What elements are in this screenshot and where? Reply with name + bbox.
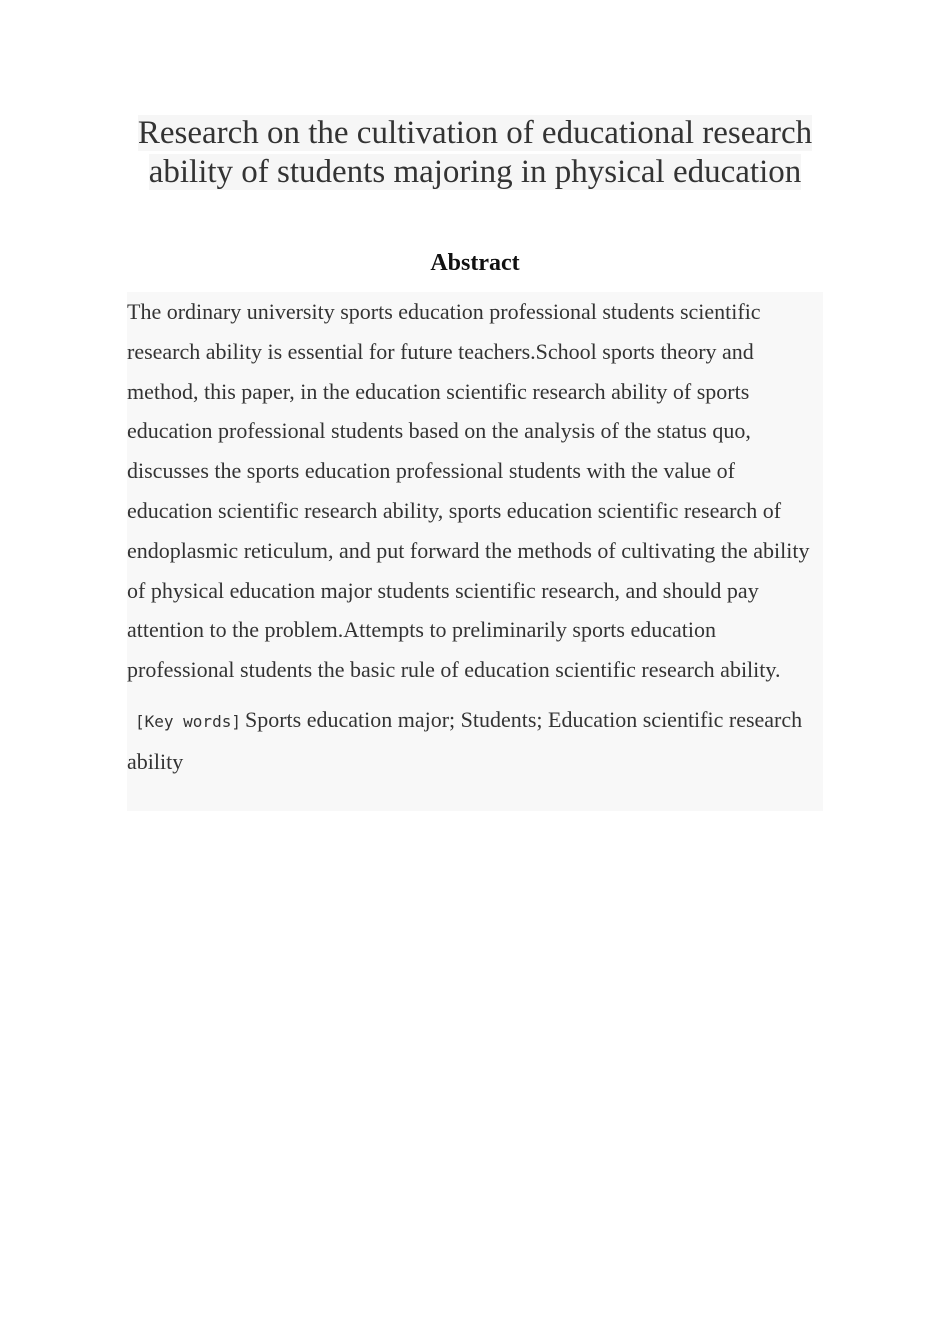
abstract-section	[127, 292, 823, 811]
abstract-heading: Abstract	[430, 250, 520, 276]
paper-title	[127, 114, 823, 192]
keywords-line	[127, 700, 823, 782]
keywords-label: [Key words]	[135, 711, 241, 731]
keywords-text: Sports education major; Students; Education scientific research ability	[127, 706, 803, 774]
abstract-body: The ordinary university sports education professional students scientific research ability is essential for future teachers.School sports theory and method, this paper, in the education scientific research ability of sports education professional students based on the analysis of the status quo, discusses the sports education professional students with the value of education scientific research ability, sports education scientific research of endoplasmic reticulum, and put forward the methods of cultivating the ability of physical education major students scientific research, and should pay attention to the problem.Attempts to preliminarily sports education professional students the basic rule of education scientific research ability.	[127, 299, 810, 683]
paper-title-text: Research on the cultivation of educational research ability of students majoring in physical education	[137, 115, 813, 190]
